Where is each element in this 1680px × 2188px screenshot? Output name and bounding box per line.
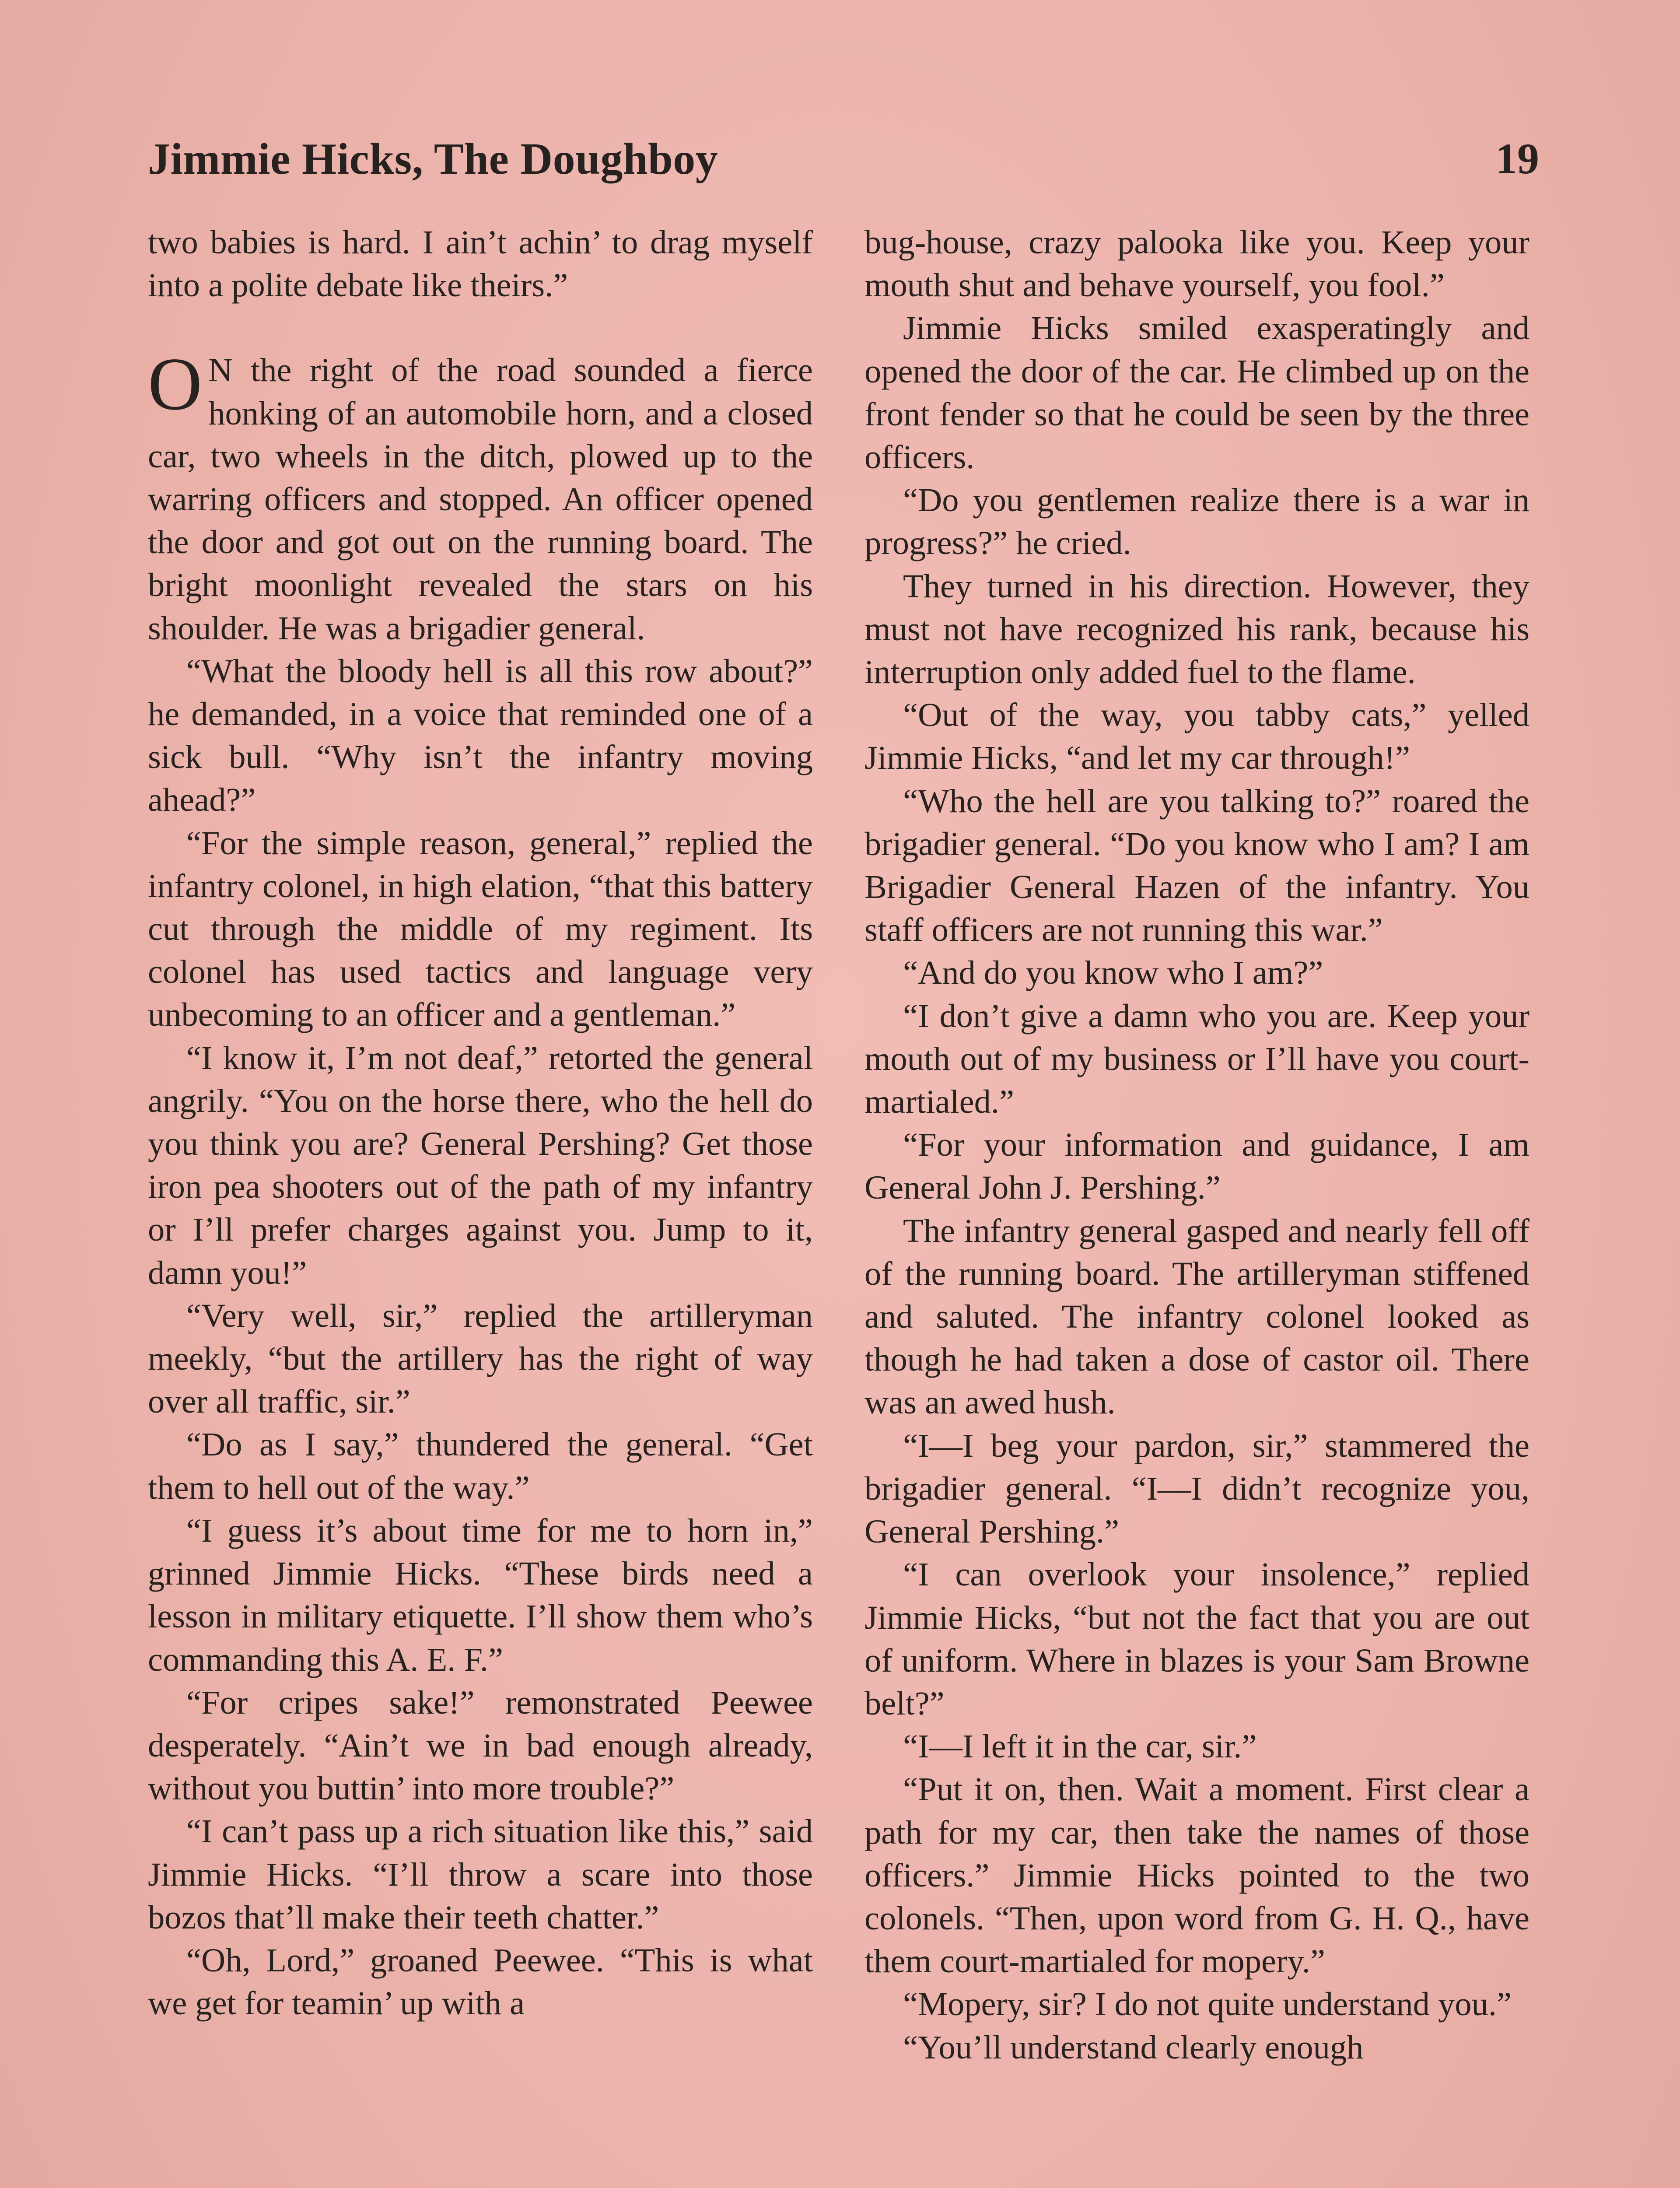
paragraph: “Do you gentlemen realize there is a war in progress?” he cried. xyxy=(864,481,1530,562)
paragraph: “I can’t pass up a rich situation like this,” said Jimmie Hicks. “I’ll throw a scare into those bozos that’ll make their teeth chatter.” xyxy=(148,1813,813,1936)
paragraph: “For the simple reason, general,” replied the infantry colonel, in high elation, “that this battery cut through the middle of my regiment. Its colonel has used tactics and language very unbecoming to an officer and a gentleman.” xyxy=(148,824,813,1034)
running-title: Jimmie Hicks, The Doughboy xyxy=(148,134,718,184)
paragraph: “What the bloody hell is all this row about?” he demanded, in a voice that reminded one of a sick bull. “Why isn’t the infantry moving ahead?” xyxy=(148,652,813,819)
paragraph: “I—I beg your pardon, sir,” stammered the brigadier general. “I—I didn’t recognize you, General Pershing.” xyxy=(864,1427,1530,1550)
paragraph: They turned in his direction. However, they must not have recognized his rank, because his interruption only added fuel to the flame. xyxy=(864,567,1530,691)
paragraph: “Very well, sir,” replied the artilleryman meekly, “but the artillery has the right of way over all traffic, sir.” xyxy=(148,1297,813,1420)
paragraph: Jimmie Hicks smiled exasperatingly and opened the door of the car. He climbed up on the front fender so that he could be seen by the three officers. xyxy=(864,309,1530,476)
left-column xyxy=(148,221,813,2025)
paragraph: “For your information and guidance, I am General John J. Pershing.” xyxy=(864,1126,1530,1206)
paragraph: “Do as I say,” thundered the general. “Get them to hell out of the way.” xyxy=(148,1426,813,1506)
paragraph-dropcap xyxy=(148,343,813,649)
paragraph: “And do you know who I am?” xyxy=(903,954,1323,992)
paragraph-text: N the right of the road sounded a fierce honking of an automobile horn, and a closed car, two wheels in the ditch, plowed up to the warring officers and stopped. An officer opened the door and got out on the running board. The bright moonlight revealed the stars on his shoulder. He was a brigadier general. xyxy=(148,351,813,647)
paragraph: “Oh, Lord,” groaned Peewee. “This is what we get for teamin’ up with a xyxy=(148,1941,813,2022)
paragraph: two babies is hard. I ain’t achin’ to drag myself into a polite debate like theirs.” xyxy=(148,224,813,304)
paragraph: “I know it, I’m not deaf,” retorted the general angrily. “You on the horse there, who the hell do you think you are? General Pershing? Get those iron pea shooters out of the path of my infantry or I’ll prefer charges against you. Jump to it, damn you!” xyxy=(148,1039,813,1291)
paragraph: “I can overlook your insolence,” replied Jimmie Hicks, “but not the fact that you are out of uniform. Where in blazes is your Sam Browne belt?” xyxy=(864,1556,1530,1722)
drop-cap: O xyxy=(148,343,203,426)
paragraph: bug-house, crazy palooka like you. Keep your mouth shut and behave yourself, you fool.” xyxy=(864,224,1530,304)
paragraph: The infantry general gasped and nearly fell off of the running board. The artilleryman stiffened and saluted. The infantry colonel looked as though he had taken a dose of castor oil. There was an awed hush. xyxy=(864,1212,1530,1421)
paragraph: “Out of the way, you tabby cats,” yelled Jimmie Hicks, “and let my car through!” xyxy=(864,696,1530,777)
paragraph: “Mopery, sir? I do not quite understand you.” xyxy=(903,1985,1512,2023)
page-header xyxy=(148,133,1539,195)
paragraph: “You’ll understand clearly enough xyxy=(903,2028,1364,2066)
paragraph: “For cripes sake!” remonstrated Peewee desperately. “Ain’t we in bad enough already, without you buttin’ into more trouble?” xyxy=(148,1683,813,1807)
paragraph: “I don’t give a damn who you are. Keep your mouth out of my business or I’ll have you court-martialed.” xyxy=(864,997,1530,1121)
right-column xyxy=(864,221,1530,2069)
paragraph: “Put it on, then. Wait a moment. First clear a path for my car, then take the names of those officers.” Jimmie Hicks pointed to the two colonels. “Then, upon word from G. H. Q., have them court-martialed for mopery.” xyxy=(864,1771,1530,1980)
paragraph: “I guess it’s about time for me to horn in,” grinned Jimmie Hicks. “These birds need a lesson in military etiquette. I’ll show them who’s commanding this A. E. F.” xyxy=(148,1511,813,1678)
page-number: 19 xyxy=(1495,134,1539,183)
paragraph: “I—I left it in the car, sir.” xyxy=(903,1728,1257,1765)
paragraph: “Who the hell are you talking to?” roared the brigadier general. “Do you know who I am? I am Brigadier General Hazen of the infantry. You staff officers are not running this war.” xyxy=(864,782,1530,949)
